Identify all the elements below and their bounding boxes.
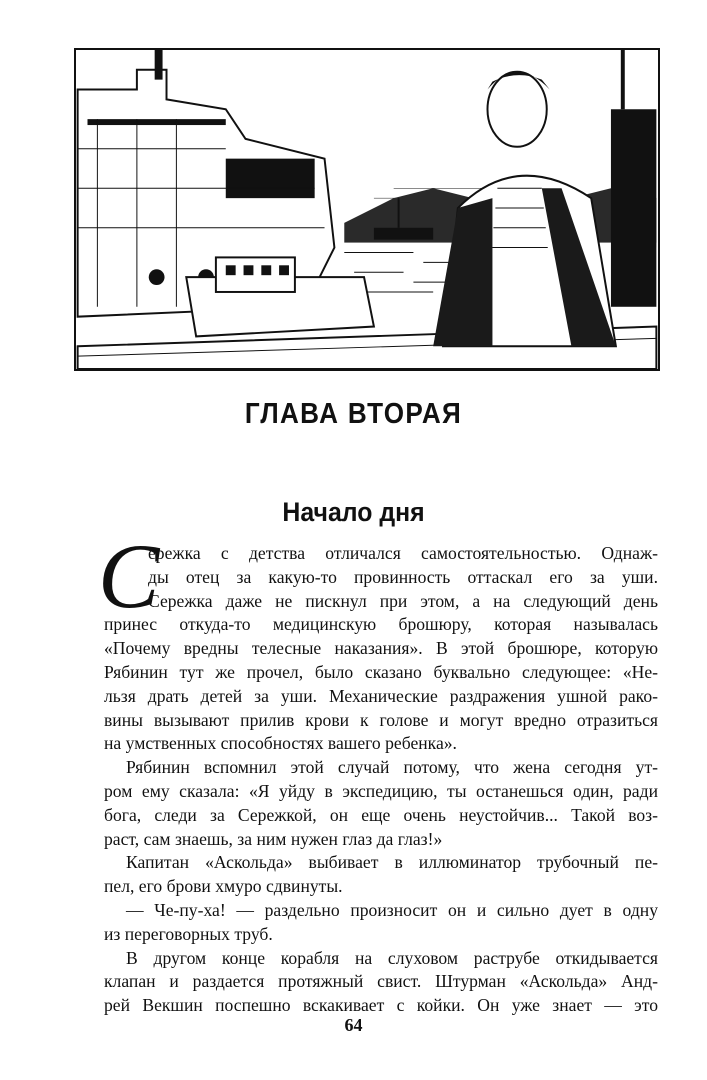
paragraph (104, 947, 658, 1018)
paragraph (104, 899, 658, 947)
chapter-title: ГЛАВА ВТОРАЯ (244, 398, 463, 430)
text-line: из переговорных труб. (104, 923, 273, 944)
ship-harbor-boy-drawing (76, 50, 658, 369)
body-text (98, 525, 658, 1018)
text-line: раст, сам знаешь, за ним нужен глаз да глаз!» (104, 828, 443, 849)
paragraph (104, 851, 658, 899)
chapter-illustration (74, 48, 660, 371)
text-line: Сережка даже не пискнул при этом, а на следующий день (148, 590, 658, 611)
paragraph (98, 525, 658, 756)
section-title: Начало дня (282, 497, 425, 527)
text-line: Рябинин вспомнил этой случай потому, что жена сегодня ут- (126, 757, 658, 778)
text-line: на умственных способностях вашего ребенка». (104, 733, 457, 754)
page-number: 64 (344, 1015, 363, 1035)
text-line: ром ему сказала: «Я уйду в экспедицию, ты останешься один, ради (104, 780, 658, 801)
paragraph (104, 756, 658, 851)
text-line: ды отец за какую-то провинность оттаскал его за уши. (148, 566, 658, 587)
text-line: бога, следи за Сережкой, он еще очень неустойчив... Такой воз- (104, 804, 658, 825)
text-line: Капитан «Аскольда» выбивает в иллюминатор трубочный пе- (126, 852, 658, 873)
dropcap-letter: С (98, 525, 160, 627)
text-line: — Че-пу-ха! — раздельно произносит он и сильно дует в одну (126, 899, 658, 920)
text-line: льзя драть детей за уши. Механические раздражения ушной рако- (104, 685, 658, 706)
text-line: принес откуда-то медицинскую брошюру, которая называлась (104, 614, 658, 635)
text-line: вины вызывают прилив крови к голове и могут вредно отразиться (104, 709, 658, 730)
text-line: ережка с детства отличался самостоятельностью. Однаж- (148, 543, 658, 563)
text-line: рей Векшин поспешно вскакивает с койки. Он уже знает — это (104, 995, 658, 1016)
text-line: Рябинин тут же прочел, было сказано буквально следующее: «Не- (104, 661, 658, 682)
text-line: пел, его брови хмуро сдвинуты. (104, 876, 343, 897)
text-line: «Почему вредны телесные наказания». В этой брошюре, которую (104, 638, 658, 659)
text-line: В другом конце корабля на слуховом раструбе откидывается (126, 947, 658, 968)
text-line: клапан и раздается протяжный свист. Штурман «Аскольда» Анд- (104, 971, 658, 992)
